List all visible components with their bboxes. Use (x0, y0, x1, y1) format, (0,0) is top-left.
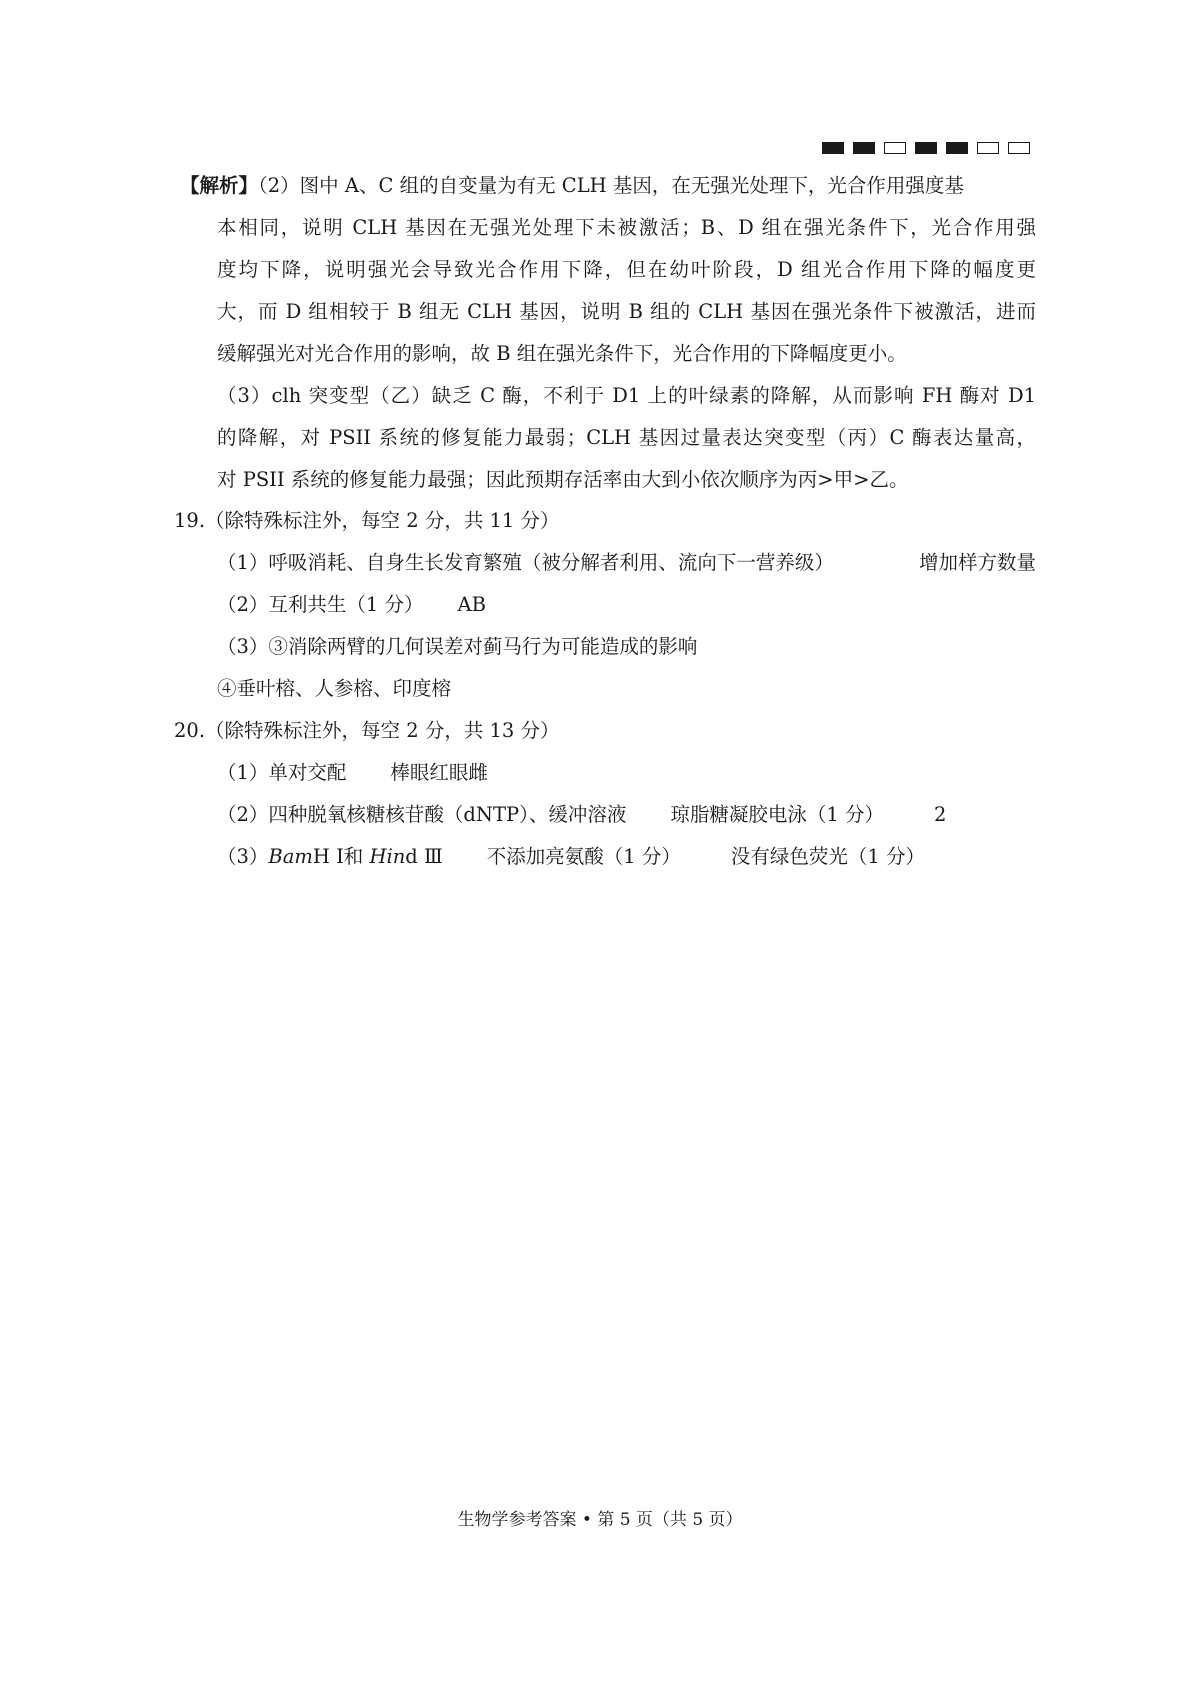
q20-answer-2-part3: 2 (933, 803, 947, 826)
header-mark (977, 142, 999, 154)
q20-enzyme-hin-rest: d Ⅲ (405, 845, 443, 868)
q19-answer-3: （3）③消除两臂的几何误差对蓟马行为可能造成的影响 (217, 635, 698, 658)
q19-answer-2 (217, 590, 486, 620)
q19-answer-1-left: （1）呼吸消耗、自身生长发育繁殖（被分解者利用、流向下一营养级） (217, 551, 834, 574)
q19-answer-2-right: AB (457, 593, 486, 616)
q20-answer-3-prefix: （3） (217, 845, 269, 868)
analysis-label: 【解析】 (180, 174, 259, 197)
analysis-p3-line-2: 的降解，对 PSII 系统的修复能力最弱；CLH 基因过量表达突变型（丙）C 酶表达量高， (217, 426, 1036, 449)
q20-answer-1 (217, 758, 488, 788)
header-mark (1008, 142, 1030, 154)
header-mark (946, 142, 968, 154)
q20-answer-2-part1: （2）四种脱氧核糖核苷酸（dNTP）、缓冲溶液 (217, 803, 627, 826)
q20-answer-3 (217, 842, 925, 872)
header-mark (884, 142, 906, 154)
q20-answer-1-left: （1）单对交配 (217, 761, 347, 784)
analysis-p2-text-1: （2）图中 A、C 组的自变量为有无 CLH 基因，在无强光处理下，光合作用强度基 (258, 174, 964, 197)
q19-answer-1 (217, 548, 1036, 578)
q20-answer-2-part2: 琼脂糖凝胶电泳（1 分） (670, 803, 884, 826)
q20-enzyme-hin-italic: Hin (369, 845, 406, 868)
header-mark (822, 142, 844, 154)
analysis-p2-line-1 (180, 171, 1036, 201)
analysis-p3-line-1: （3）clh 突变型（乙）缺乏 C 酶，不利于 D1 上的叶绿素的降解，从而影响 FH 酶对 D1 (217, 384, 1036, 407)
page-footer: 生物学参考答案 • 第 5 页（共 5 页） (457, 1510, 743, 1530)
header-mark (915, 142, 937, 154)
q20-enzyme-bam-italic: Bam (268, 845, 313, 868)
header-marks (822, 142, 1030, 156)
q20-answer-1-right: 棒眼红眼雌 (390, 761, 488, 784)
q20-heading: 20.（除特殊标注外，每空 2 分，共 13 分） (174, 719, 560, 742)
analysis-p2-line-4: 大，而 D 组相较于 B 组无 CLH 基因，说明 B 组的 CLH 基因在强光条件下被激活，进而 (217, 300, 1036, 323)
q20-answer-2 (217, 800, 946, 830)
q19-answer-4: ④垂叶榕、人参榕、印度榕 (217, 677, 452, 700)
analysis-p3-line-3: 对 PSII 系统的修复能力最强；因此预期存活率由大到小依次顺序为丙>甲>乙。 (217, 468, 909, 491)
q20-enzyme-bam-rest: H Ⅰ和 (312, 845, 370, 868)
q19-answer-2-left: （2）互利共生（1 分） (217, 593, 424, 616)
analysis-p2-line-5: 缓解强光对光合作用的影响，故 B 组在强光条件下，光合作用的下降幅度更小。 (217, 342, 907, 365)
analysis-p2-line-2: 本相同，说明 CLH 基因在无强光处理下未被激活；B、D 组在强光条件下，光合作用强 (217, 216, 1036, 239)
q20-answer-3-part3: 没有绿色荧光（1 分） (730, 845, 926, 868)
header-mark (853, 142, 875, 154)
q19-answer-1-right: 增加样方数量 (918, 551, 1036, 574)
analysis-p2-line-3: 度均下降，说明强光会导致光合作用下降，但在幼叶阶段，D 组光合作用下降的幅度更 (217, 258, 1036, 281)
q20-answer-3-part2: 不添加亮氨酸（1 分） (486, 845, 681, 868)
q19-heading: 19.（除特殊标注外，每空 2 分，共 11 分） (174, 509, 560, 532)
